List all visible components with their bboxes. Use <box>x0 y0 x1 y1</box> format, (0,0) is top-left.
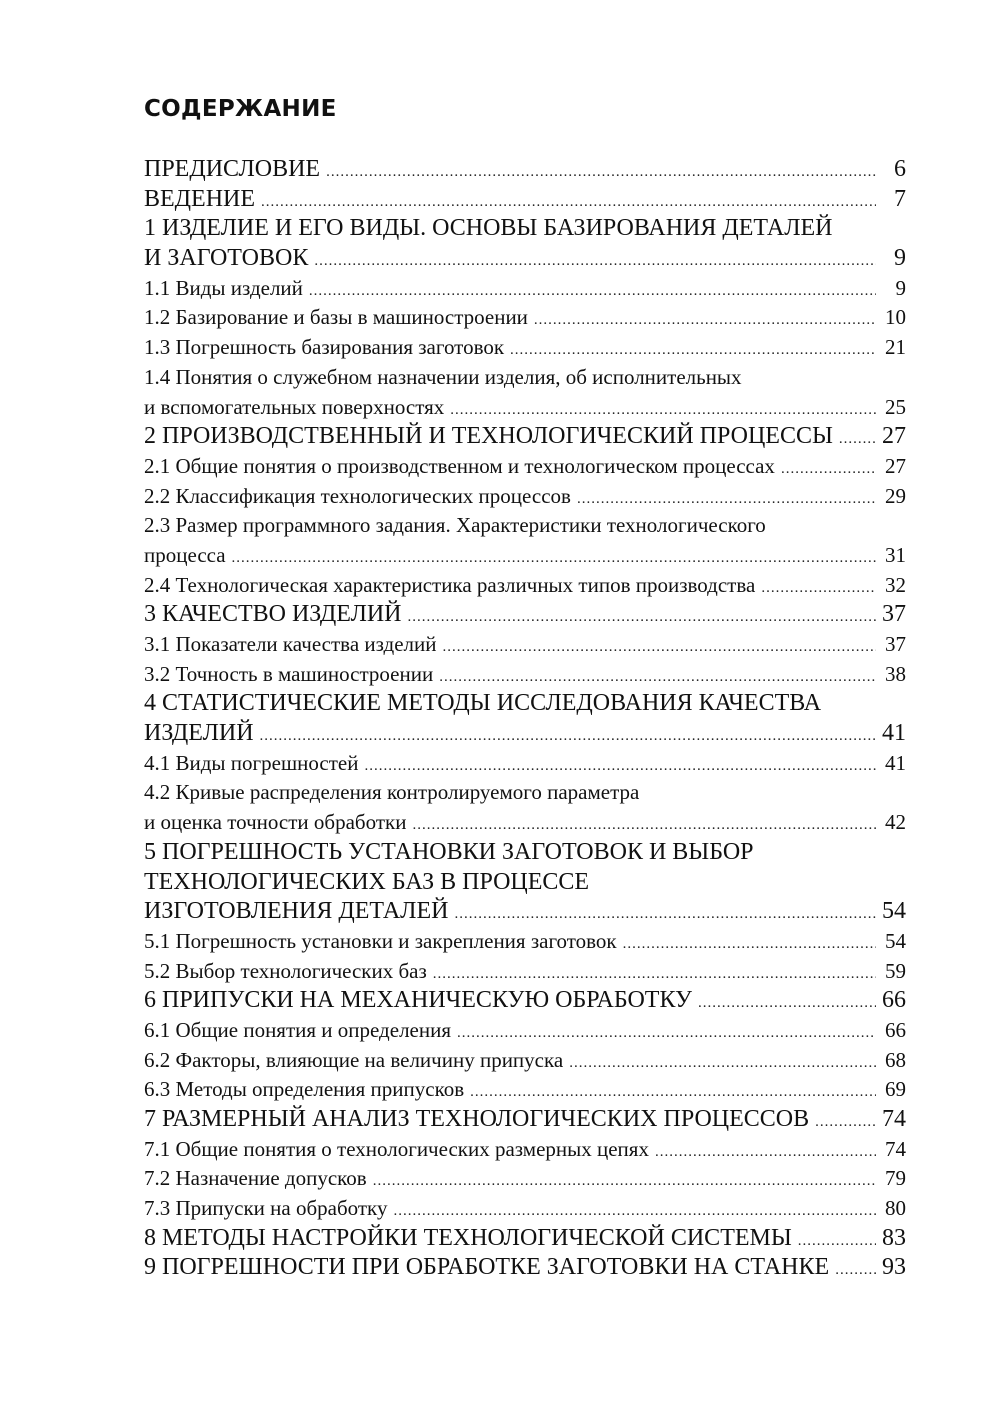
toc-entry <box>144 1105 906 1135</box>
toc-page-number: 69 <box>885 1077 906 1102</box>
toc-page-number: 66 <box>882 987 906 1014</box>
dot-leader <box>443 633 876 663</box>
dot-leader <box>698 989 876 1019</box>
toc-entry-title: ТЕХНОЛОГИЧЕСКИХ БАЗ В ПРОЦЕССЕ <box>144 868 590 895</box>
toc-entry-title: 6.2 Факторы, влияющие на величину припуска <box>144 1047 564 1072</box>
toc-entry <box>144 1164 906 1194</box>
dot-leader <box>454 900 876 930</box>
dot-leader <box>623 930 876 960</box>
toc-entry <box>144 630 906 660</box>
toc-entry-title: 1.3 Погрешность базирования заготовок <box>144 335 505 360</box>
toc-entry-title: 3.2 Точность в машиностроении <box>144 661 434 686</box>
dot-leader <box>450 396 876 426</box>
toc-page-number: 38 <box>885 661 906 686</box>
toc-page-number: 32 <box>885 572 906 597</box>
toc-entry-continuation <box>144 778 906 808</box>
toc-page-number: 74 <box>882 1106 906 1132</box>
dot-leader <box>510 336 876 366</box>
dot-leader <box>815 1108 876 1138</box>
toc-entry-title: 3 КАЧЕСТВО ИЗДЕЛИЙ <box>144 601 402 628</box>
dot-leader <box>393 1197 876 1227</box>
dot-leader <box>261 188 876 218</box>
toc-entry <box>144 155 906 185</box>
toc-entry-title: 4.2 Кривые распределения контролируемого параметра <box>144 780 640 805</box>
toc-entry-title: и оценка точности обработки <box>144 810 407 835</box>
dot-leader <box>364 752 876 782</box>
dot-leader <box>457 1019 876 1049</box>
toc-page-number: 93 <box>882 1254 906 1281</box>
dot-leader <box>373 1167 876 1197</box>
dot-leader <box>798 1227 876 1257</box>
toc-entry <box>144 571 906 601</box>
toc-entry <box>144 660 906 690</box>
toc-entry-title: и вспомогательных поверхностях <box>144 394 445 419</box>
dot-leader <box>569 1049 876 1079</box>
toc-title: СОДЕРЖАНИЕ <box>144 96 337 122</box>
toc-entry-title: 6 ПРИПУСКИ НА МЕХАНИЧЕСКУЮ ОБРАБОТКУ <box>144 987 692 1014</box>
toc-entry <box>144 1046 906 1076</box>
toc-entry-title: 4 СТАТИСТИЧЕСКИЕ МЕТОДЫ ИССЛЕДОВАНИЯ КАЧЕСТВА <box>144 690 822 717</box>
toc-page-number: 79 <box>885 1166 906 1191</box>
toc-entry-title: ПРЕДИСЛОВИЕ <box>144 156 321 182</box>
toc-entry-title: 1 ИЗДЕЛИЕ И ЕГО ВИДЫ. ОСНОВЫ БАЗИРОВАНИЯ ДЕТАЛЕЙ <box>144 215 833 242</box>
dot-leader <box>314 247 876 277</box>
toc-page-number: 10 <box>885 305 906 330</box>
toc-page-number: 68 <box>885 1047 906 1072</box>
dot-leader <box>655 1138 876 1168</box>
toc-entry-title: 6.3 Методы определения припусков <box>144 1077 465 1102</box>
dot-leader <box>839 425 876 455</box>
toc-entry-continuation <box>144 689 906 719</box>
toc-entry <box>144 333 906 363</box>
toc-page-number: 29 <box>885 483 906 508</box>
toc-entry <box>144 185 906 215</box>
toc-entry-title: 7.2 Назначение допусков <box>144 1166 367 1191</box>
toc-entry-continuation <box>144 363 906 393</box>
toc-entry <box>144 808 906 838</box>
table-of-contents <box>144 155 906 1283</box>
toc-entry <box>144 452 906 482</box>
toc-entry <box>144 303 906 333</box>
dot-leader <box>433 960 876 990</box>
toc-page-number: 25 <box>885 394 906 419</box>
toc-page-number: 80 <box>885 1196 906 1221</box>
toc-entry <box>144 274 906 304</box>
toc-entry-title: ВЕДЕНИЕ <box>144 185 256 212</box>
toc-entry-title: 2.4 Технологическая характеристика различных типов производства <box>144 572 756 597</box>
toc-entry <box>144 1194 906 1224</box>
toc-page-number: 37 <box>882 601 906 628</box>
toc-entry <box>144 1253 906 1283</box>
toc-entry-title: 3.1 Показатели качества изделий <box>144 632 437 656</box>
dot-leader <box>412 811 876 841</box>
toc-entry-title: 6.1 Общие понятия и определения <box>144 1017 452 1042</box>
toc-page-number: 31 <box>885 542 906 567</box>
toc-entry <box>144 393 906 423</box>
toc-entry <box>144 482 906 512</box>
toc-page-number: 59 <box>885 958 906 983</box>
toc-entry-title: И ЗАГОТОВОК <box>144 245 309 272</box>
toc-entry-continuation <box>144 868 906 898</box>
toc-entry-title: 2.1 Общие понятия о производственном и технологическом процессах <box>144 453 775 478</box>
toc-entry-title: 1.1 Виды изделий <box>144 275 303 300</box>
toc-entry <box>144 600 906 630</box>
toc-page-number: 54 <box>885 928 906 953</box>
toc-entry <box>144 927 906 957</box>
toc-entry <box>144 541 906 571</box>
dot-leader <box>232 544 876 574</box>
toc-entry-title: 4.1 Виды погрешностей <box>144 750 359 775</box>
toc-entry <box>144 422 906 452</box>
toc-entry-title: 7.3 Припуски на обработку <box>144 1196 388 1221</box>
toc-entry <box>144 719 906 749</box>
toc-page-number: 42 <box>885 810 906 835</box>
toc-entry-title: 7.1 Общие понятия о технологических размерных цепях <box>144 1136 649 1161</box>
toc-entry-title: 2 ПРОИЗВОДСТВЕННЫЙ И ТЕХНОЛОГИЧЕСКИЙ ПРОЦЕССЫ <box>144 423 833 450</box>
dot-leader <box>534 306 876 336</box>
toc-page-number: 27 <box>885 453 906 478</box>
toc-entry-title: 1.2 Базирование и базы в машиностроении <box>144 305 528 330</box>
toc-entry <box>144 749 906 779</box>
toc-page-number: 66 <box>885 1017 906 1042</box>
toc-entry <box>144 1075 906 1105</box>
toc-entry-title: ИЗГОТОВЛЕНИЯ ДЕТАЛЕЙ <box>144 898 449 925</box>
toc-entry <box>144 897 906 927</box>
toc-page-number: 7 <box>894 185 906 212</box>
toc-entry <box>144 986 906 1016</box>
toc-page-number: 37 <box>885 632 906 656</box>
dot-leader <box>761 574 876 604</box>
toc-entry-title: 5.1 Погрешность установки и закрепления заготовок <box>144 928 617 953</box>
toc-entry <box>144 957 906 987</box>
toc-entry-continuation <box>144 838 906 868</box>
dot-leader <box>260 722 876 752</box>
toc-entry-title: 1.4 Понятия о служебном назначении изделия, об исполнительных <box>144 364 742 389</box>
toc-entry-title: 9 ПОГРЕШНОСТИ ПРИ ОБРАБОТКЕ ЗАГОТОВКИ НА СТАНКЕ <box>144 1254 830 1281</box>
toc-entry-title: процесса <box>144 542 226 567</box>
toc-entry-title: 5 ПОГРЕШНОСТЬ УСТАНОВКИ ЗАГОТОВОК И ВЫБОР <box>144 838 754 865</box>
toc-entry <box>144 244 906 274</box>
toc-entry-title: 7 РАЗМЕРНЫЙ АНАЛИЗ ТЕХНОЛОГИЧЕСКИХ ПРОЦЕССОВ <box>144 1106 810 1132</box>
dot-leader <box>577 485 876 515</box>
toc-page-number: 83 <box>882 1224 906 1251</box>
toc-page-number: 41 <box>882 720 906 747</box>
toc-entry <box>144 1224 906 1254</box>
dot-leader <box>470 1078 876 1108</box>
dot-leader <box>835 1256 876 1286</box>
toc-entry-title: 2.2 Классификация технологических процессов <box>144 483 571 508</box>
toc-entry <box>144 1135 906 1165</box>
toc-entry-title: 8 МЕТОДЫ НАСТРОЙКИ ТЕХНОЛОГИЧЕСКОЙ СИСТЕМЫ <box>144 1224 792 1251</box>
dot-leader <box>326 158 876 188</box>
toc-entry-title: 2.3 Размер программного задания. Характеристики технологического <box>144 513 766 538</box>
toc-page-number: 9 <box>895 275 906 300</box>
toc-page-number: 74 <box>885 1136 906 1161</box>
toc-entry <box>144 1016 906 1046</box>
dot-leader <box>439 663 876 693</box>
toc-page-number: 6 <box>894 156 906 182</box>
dot-leader <box>408 603 876 633</box>
toc-page-number: 54 <box>882 898 906 925</box>
toc-entry-title: ИЗДЕЛИЙ <box>144 720 254 747</box>
toc-page-number: 41 <box>885 750 906 775</box>
toc-page-number: 27 <box>882 423 906 450</box>
toc-page-number: 9 <box>894 245 906 272</box>
dot-leader <box>781 455 876 485</box>
toc-entry-continuation <box>144 214 906 244</box>
dot-leader <box>309 277 876 307</box>
toc-entry-title: 5.2 Выбор технологических баз <box>144 958 427 983</box>
toc-entry-continuation <box>144 511 906 541</box>
toc-page-number: 21 <box>885 335 906 360</box>
